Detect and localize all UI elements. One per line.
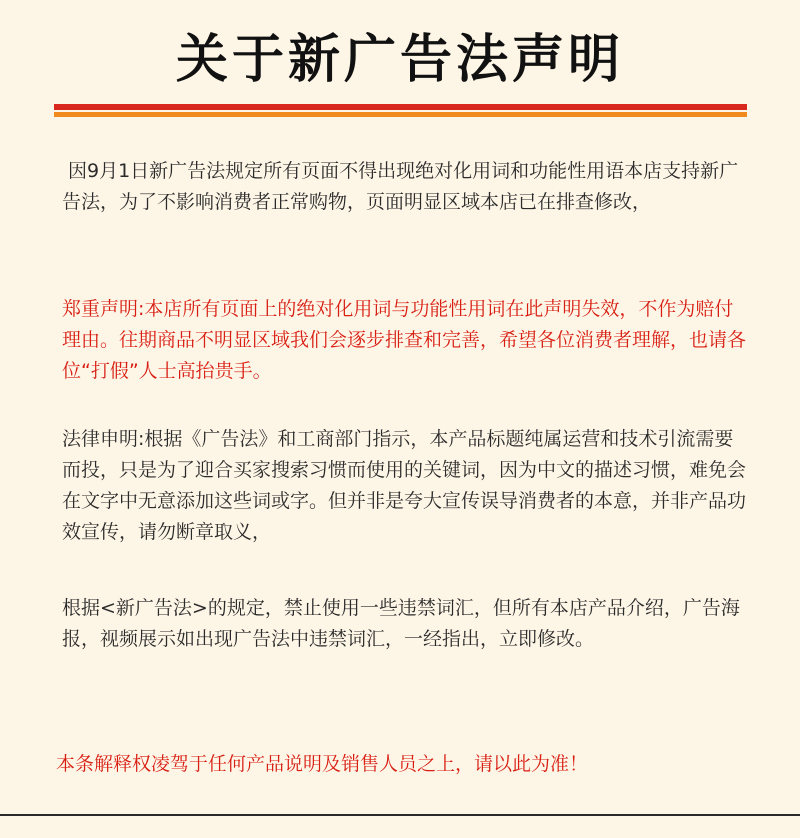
interpretation-clause: 本条解释权凌驾于任何产品说明及销售人员之上，请以此为准！ (56, 753, 589, 775)
title-divider-orange (54, 112, 747, 117)
title-divider-red (54, 104, 747, 110)
legal-statement: 法律申明:根据《广告法》和工商部门指示，本产品标题纯属运营和技术引流需要而投，只是为了迎合买家搜索习惯而使用的关键词，因为中文的描述习惯，难免会在文字中无意添加这些词或字。但并非是夸大宣传误导消费者的本意，并非产品功效宣传，请勿断章取义， (62, 428, 747, 543)
page-title: 关于新广告法声明 (175, 30, 624, 90)
bottom-divider (0, 814, 800, 816)
solemn-declaration: 郑重声明:本店所有页面上的绝对化用词与功能性用词在此声明失效，不作为赔付理由。往期商品不明显区域我们会逐步排查和完善，希望各位消费者理解，也请各位“打假”人士高抬贵手。 (62, 298, 747, 382)
regulation-paragraph: 根据<新广告法>的规定，禁止使用一些违禁词汇，但所有本店产品介绍，广告海报，视频展示如出现广告法中违禁词汇，一经指出，立即修改。 (62, 597, 740, 650)
notice-paragraph: 因9月1日新广告法规定所有页面不得出现绝对化用词和功能性用语本店支持新广告法，为了不影响消费者正常购物，页面明显区域本店已在排查修改， (62, 160, 739, 213)
